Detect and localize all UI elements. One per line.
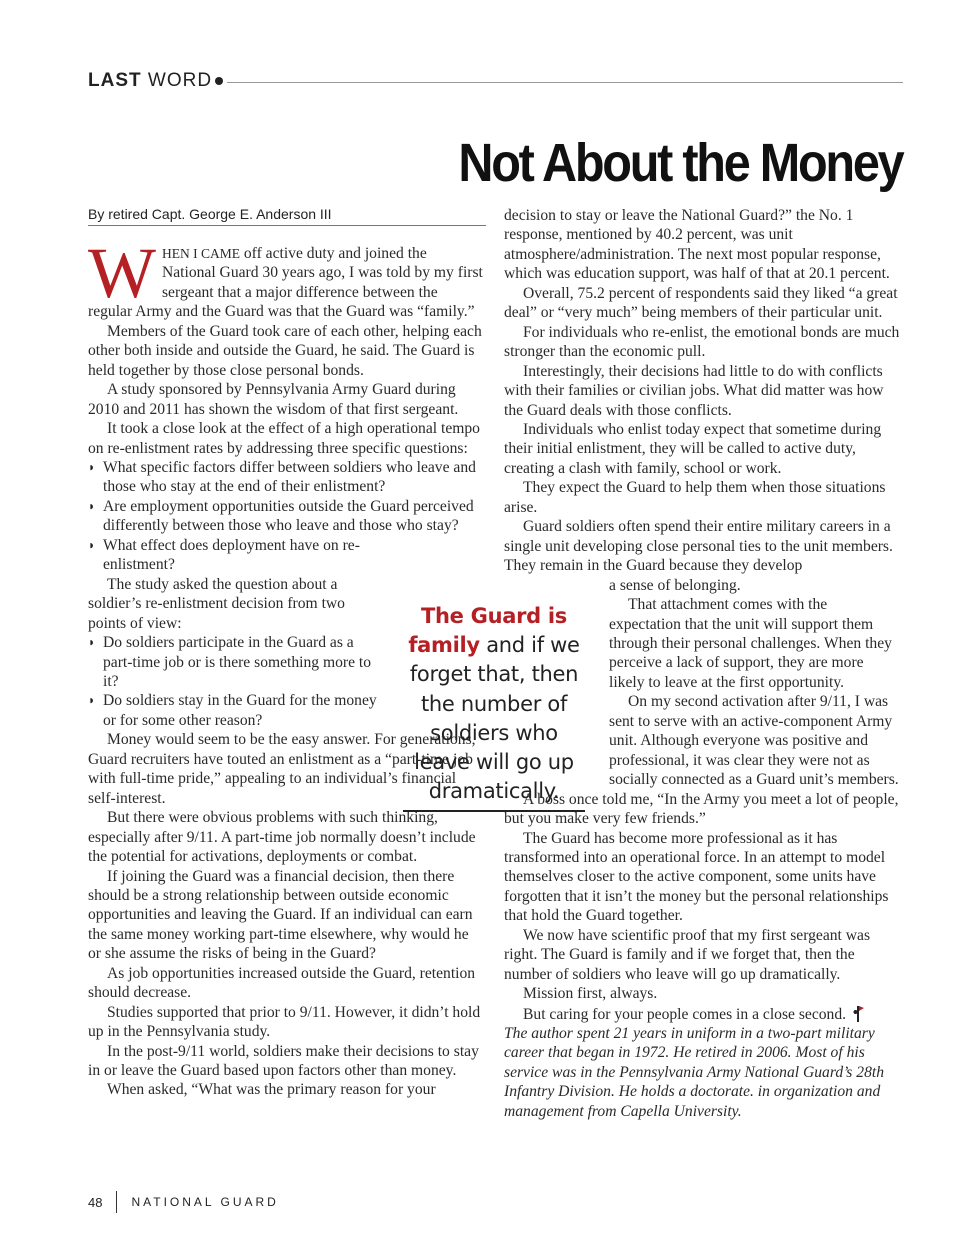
paragraph: Members of the Guard took care of each other, helping each other both inside and outside the Guard, he said. The Guard is held together by those close personal bonds. <box>88 322 482 379</box>
paragraph: Guard soldiers often spend their entire military careers in a single unit developing close personal ties to the unit members. They remain in the Guard because they develop <box>504 518 893 575</box>
header-dot-icon <box>215 77 223 85</box>
paragraph: Individuals who enlist today expect that sometime during their initial enlistment, they will be called to active duty, creating a clash with family, school or work. <box>504 420 882 477</box>
section-label <box>88 70 212 92</box>
paragraph: decision to stay or leave the National Guard?” the No. 1 response, mentioned by 40.2 percent, was unit atmosphere/administration. The next most popular response, which was education support, was half of that at 20.1 percent. <box>504 207 890 283</box>
pull-quote-highlight: The Guard is family <box>408 604 567 658</box>
paragraph: But there were obvious problems with such thinking, especially after 9/11. A part-time job normally doesn’t include the potential for activations, deployments or combat. <box>88 809 476 866</box>
closing-paragraph <box>504 1004 902 1024</box>
section-header <box>88 66 903 96</box>
publication-name: NATIONAL GUARD <box>131 1195 279 1209</box>
flag-icon <box>852 1004 864 1022</box>
paragraph: It took a close look at the effect of a high operational tempo on re-enlistment rates by addressing three specific questions: <box>88 420 480 457</box>
paragraph: Overall, 75.2 percent of respondents said they liked “a great deal” or “very much” being members of their particular unit. <box>504 284 898 322</box>
paragraph: If joining the Guard was a financial decision, then there should be a strong relationship between outside economic opportunities and leaving the Guard. If an individual can earn the same money working part-time elsewhere, why would he or she assume the risks of being in the Guard? <box>88 867 473 963</box>
header-rule <box>227 82 903 83</box>
list-item-text: What effect does deployment have on re-enlistment? <box>103 536 360 574</box>
column-right <box>504 206 902 1121</box>
paragraph: The Guard has become more professional as it has transformed into an operational force. In an attempt to model themselves closer to the active component, some units have forgotten that it isn’t the money but the personal relationships that hold the Guard together. <box>504 829 889 925</box>
paragraph: They expect the Guard to help them when those situations arise. <box>504 479 886 516</box>
paragraph: A study sponsored by Pennsylvania Army Guard during 2010 and 2011 has shown the wisdom of that first sergeant. <box>88 381 459 418</box>
list-item <box>88 458 484 497</box>
wrapped-text-block <box>88 536 378 731</box>
list-item-text: Do soldiers stay in the Guard for the money or for some other reason? <box>103 692 377 729</box>
article-title: Not About the Money <box>457 133 902 193</box>
bullet-icon: ◗ <box>88 498 96 513</box>
lead-paragraph <box>88 233 484 322</box>
drop-cap: W <box>88 233 156 313</box>
paragraph: On my second activation after 9/11, I was sent to serve with an active-component Army unit. Although everyone was positive and professional, it was clear they were not as socially connected as a Guard unit’s members. <box>609 693 899 789</box>
byline: By retired Capt. George E. Anderson III <box>88 206 486 226</box>
paragraph: As job opportunities increased outside the Guard, retention should decrease. <box>88 964 476 1002</box>
paragraph: Mission first, always. <box>523 985 658 1003</box>
list-item <box>88 691 378 730</box>
list-item <box>88 536 378 575</box>
pull-quote-text: and if we forget that, then the number of soldiers who leave will go up dramatically. <box>409 633 580 804</box>
paragraph: For individuals who re-enlist, the emotional bonds are much stronger than the economic pull. <box>504 323 900 361</box>
bullet-icon: ◗ <box>88 537 96 552</box>
paragraph: Interestingly, their decisions had little to do with conflicts with their families or civilian jobs. What did matter was how the Guard deals with those conflicts. <box>504 362 884 419</box>
wrapped-text-block <box>504 576 902 790</box>
bullet-icon: ◗ <box>88 693 96 708</box>
paragraph: When asked, “What was the primary reason for your <box>107 1081 436 1099</box>
list-item-text: What specific factors differ between soldiers who leave and those who stay at the end of their enlistment? <box>103 458 476 496</box>
page-number: 48 <box>88 1194 103 1210</box>
list-item-text: Are employment opportunities outside the Guard perceived differently between those who leave and those who stay? <box>103 497 474 535</box>
paragraph: In the post-9/11 world, soldiers make their decisions to stay in or leave the Guard based upon factors other than money. <box>88 1042 479 1080</box>
section-label-rest: WORD <box>147 70 213 91</box>
section-label-bold: LAST <box>88 70 142 91</box>
list-item <box>88 497 484 536</box>
page-footer <box>88 1190 279 1214</box>
bullet-icon: ◗ <box>88 635 96 650</box>
author-bio: The author spent 21 years in uniform in a two-part military career that began in 1972. He retired in 2006. Most of his service was in the Pennsylvania Army National Guard’s 28th Infantry Division. He holds a doctorate. in organization and management from Capella University. <box>504 1025 884 1120</box>
closing-text: But caring for your people comes in a close second. <box>523 1005 847 1023</box>
paragraph-text: Money would seem to be the easy answer. For generations, Guard recruiters have touted an enlistment as a “part-time job with full-time pride,” appealing to an individual’s financial self-interest. <box>88 731 476 807</box>
lead-text: off active duty and joined the National Guard 30 years ago, I was told by my first sergeant that a major difference between the regular Army and the Guard was that the Guard was “family.” <box>88 245 483 321</box>
paragraph: a sense of belonging. <box>609 576 741 594</box>
bullet-icon: ◗ <box>88 459 96 474</box>
paragraph: Studies supported that prior to 9/11. However, it didn’t hold up in the Pennsylvania study. <box>88 1003 481 1041</box>
list-item-text: Do soldiers participate in the Guard as a part-time job or is there something more to it? <box>103 634 372 690</box>
paragraph: The study asked the question about a soldier’s re-enlistment decision from two points of view: <box>88 575 345 632</box>
paragraph: A boss once told me, “In the Army you meet a lot of people, but you make very few friends.” <box>504 790 899 828</box>
paragraph: That attachment comes with the expectation that the unit will support them through their personal challenges. When they perceive a lack of support, they are more likely to leave at the first opportunity. <box>609 596 892 691</box>
lead-smallcaps: HEN I CAME <box>161 246 240 261</box>
footer-divider <box>116 1191 117 1213</box>
list-item <box>88 633 378 691</box>
paragraph: We now have scientific proof that my first sergeant was right. The Guard is family and if we forget that, then the number of soldiers who leave will go up dramatically. <box>504 926 871 983</box>
